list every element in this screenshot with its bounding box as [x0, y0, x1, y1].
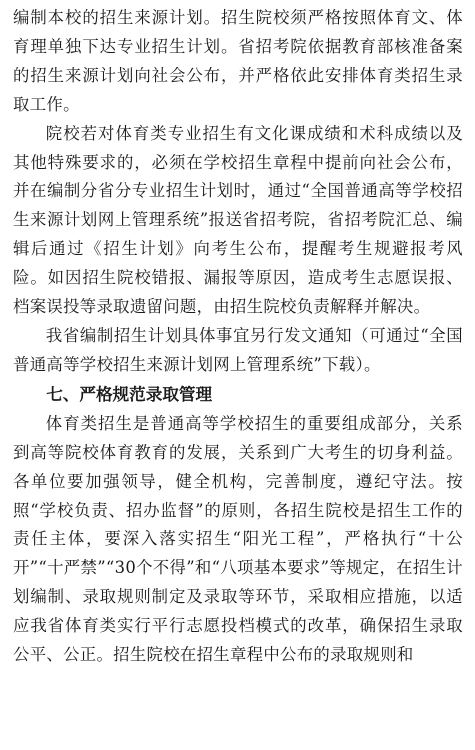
- paragraph-special-requirements: 院校若对体育类专业招生有文化课成绩和术科成绩以及其他特殊要求的，必须在学校招生章程中提前向社会公布，并在编制分省分专业招生计划时，通过“全国普通高等学校招生来源计划网上管理系统”报送省招考院，省招考院汇总、编辑后通过《招生计划》向考生公布，提醒考生规避报考风险。如因招生院校错报、漏报等原因，造成考生志愿误报、档案误投等录取遗留问题，由招生院校负责解释并解决。: [13, 123, 463, 317]
- paragraph-plan-notice: 我省编制招生计划具体事宜另行发文通知（可通过“全国普通高等学校招生来源计划网上管理系统”下载）。: [13, 325, 463, 374]
- paragraph-plan-continuation: 编制本校的招生来源计划。招生院校须严格按照体育文、体育理单独下达专业招生计划。省招考院依据教育部核准备案的招生来源计划向社会公布，并严格依此安排体育类招生录取工作。: [13, 8, 463, 114]
- section-heading: 七、严格规范录取管理: [46, 384, 213, 404]
- paragraph-admission-management: 体育类招生是普通高等学校招生的重要组成部分，关系到高等院校体育教育的发展，关系到广大考生的切身利益。各单位要加强领导，健全机构，完善制度，遵纪守法。按照“学校负责、招办监督”的原则，各招生院校是招生工作的责任主体，要深入落实招生“阳光工程”，严格执行“十公开”“十严禁”“30个不得”和“八项基本要求”等规定，在招生计划编制、录取规则制定及录取等环节，采取相应措施，以适应我省体育类实行平行志愿投档模式的改革，确保招生录取公平、公正。招生院校在招生章程中公布的录取规则和: [13, 413, 463, 665]
